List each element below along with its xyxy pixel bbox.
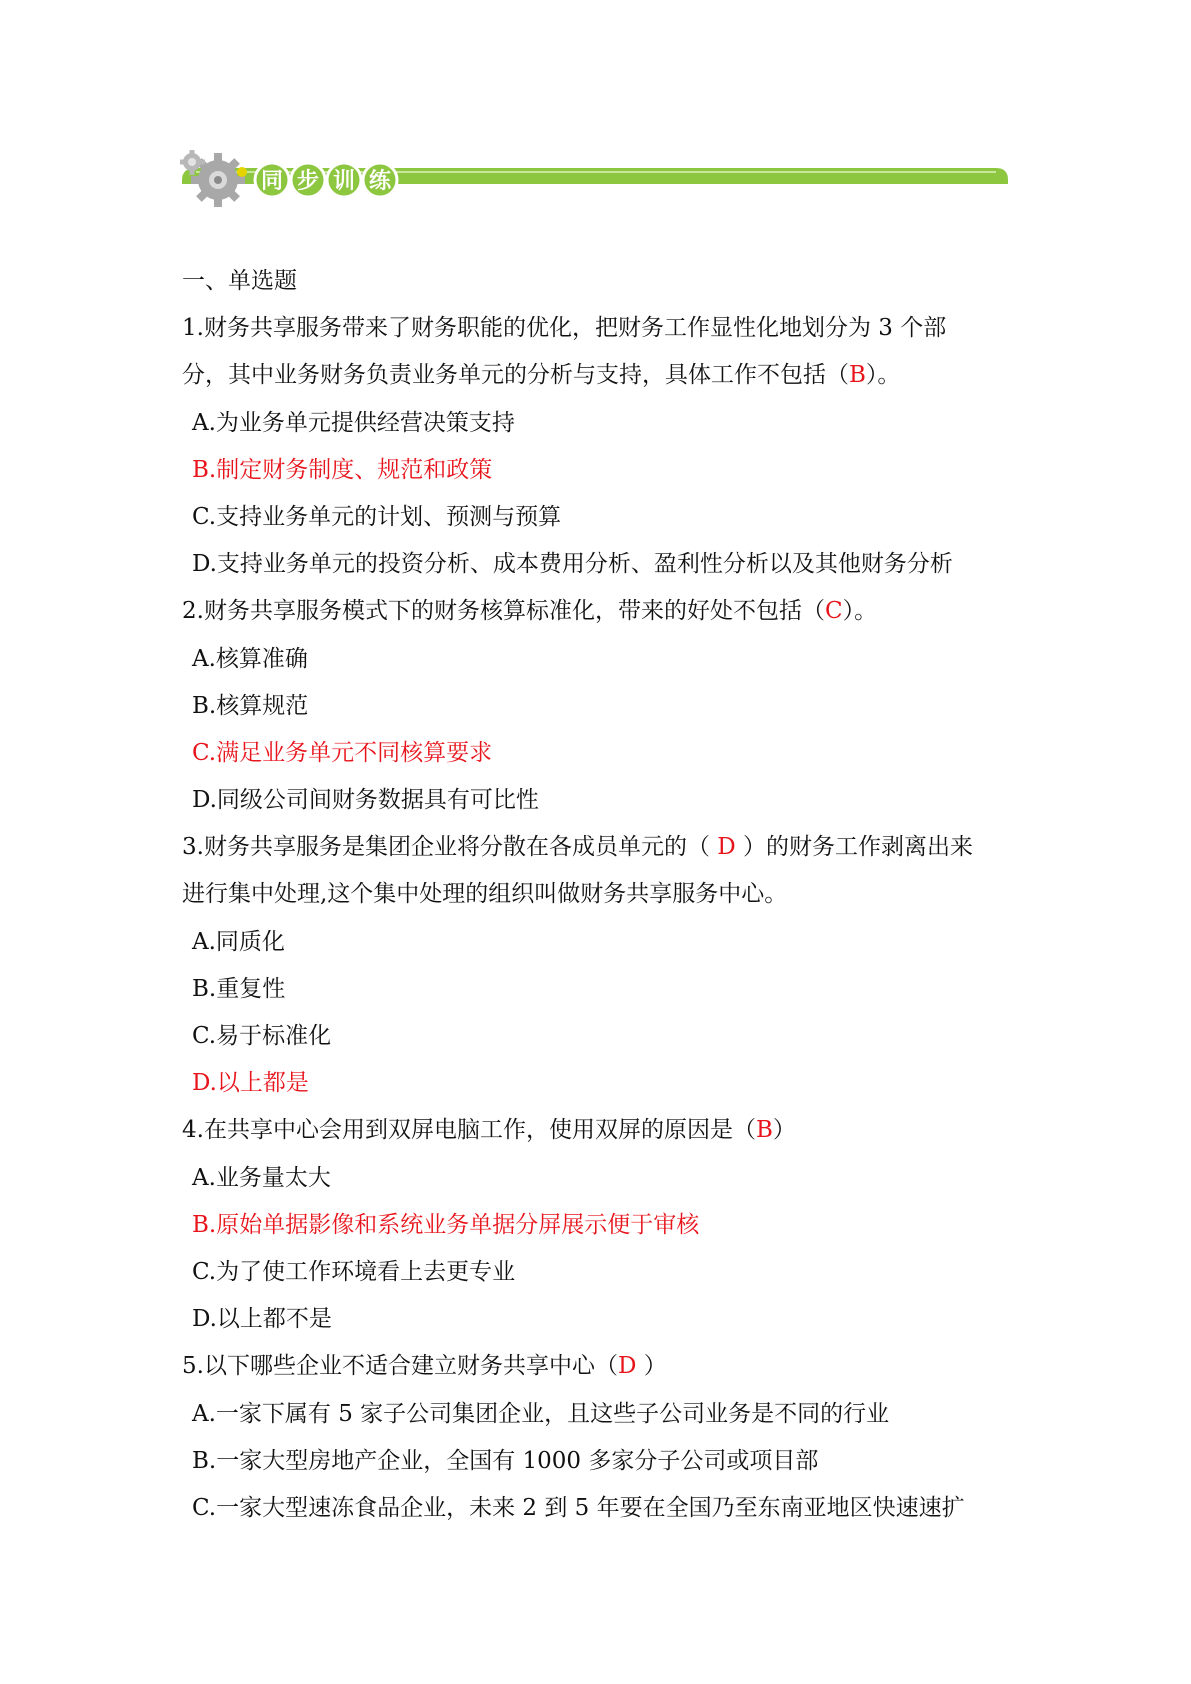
question-3-text-end: ）的财务工作剥离出来 — [743, 834, 974, 861]
question-5-text: 5.以下哪些企业不适合建立财务共享中心（ — [182, 1353, 618, 1380]
section-title: 一、单选题 — [182, 268, 297, 294]
question-1-text-end: ）。 — [865, 362, 901, 389]
section-banner — [180, 150, 1010, 210]
question-4-text-end: ） — [772, 1117, 796, 1144]
q2-option-a: A.核算准确 — [192, 645, 308, 672]
question-4-answer: B — [755, 1117, 773, 1144]
q3-option-b: B.重复性 — [192, 975, 286, 1002]
question-3-text: 3.财务共享服务是集团企业将分散在各成员单元的（ — [182, 834, 710, 861]
question-1-line-1: 1.财务共享服务带来了财务职能的优化，把财务工作显性化地划分为 3 个部 — [182, 315, 947, 342]
q3-option-c: C.易于标准化 — [192, 1023, 332, 1049]
question-4-line-1 — [182, 1107, 1022, 1154]
question-1-text: 分，其中业务财务负责业务单元的分析与支持，具体工作不包括（ — [182, 362, 849, 389]
q4-option-b-correct: B.原始单据影像和系统业务单据分屏展示便于审核 — [192, 1211, 700, 1238]
q4-option-a: A.业务量太大 — [192, 1164, 331, 1191]
q3-option-a: A.同质化 — [192, 928, 285, 955]
banner-char-4: 练 — [368, 169, 392, 194]
q1-option-c: C.支持业务单元的计划、预测与预算 — [192, 503, 562, 530]
q5-option-b: B.一家大型房地产企业，全国有 1000 多家分子公司或项目部 — [192, 1447, 819, 1474]
banner-graphic — [180, 150, 1010, 210]
q4-option-c: C.为了使工作环境看上去更专业 — [192, 1258, 516, 1285]
question-1-answer: B — [849, 362, 866, 389]
banner-char-3: 训 — [332, 169, 356, 194]
question-5-line-1 — [182, 1343, 1022, 1390]
question-3-line-2: 进行集中处理,这个集中处理的组织叫做财务共享服务中心。 — [182, 881, 788, 908]
question-3-answer: D — [709, 834, 744, 861]
q3-option-d-correct: D.以上都是 — [192, 1070, 309, 1097]
question-5-answer: D — [617, 1353, 637, 1380]
question-3-line-1 — [182, 824, 1022, 871]
q2-option-d: D.同级公司间财务数据具有可比性 — [192, 787, 539, 814]
question-2-line-1 — [182, 588, 1022, 635]
q5-option-a: A.一家下属有 5 家子公司集团企业，且这些子公司业务是不同的行业 — [192, 1400, 890, 1427]
question-5-text-end: ） — [636, 1353, 667, 1380]
banner-char-2: 步 — [296, 169, 320, 194]
q2-option-c-correct: C.满足业务单元不同核算要求 — [192, 739, 493, 766]
question-1-line-2 — [182, 352, 1022, 399]
q4-option-d: D.以上都不是 — [192, 1306, 332, 1333]
q1-option-d: D.支持业务单元的投资分析、成本费用分析、盈利性分析以及其他财务分析 — [192, 551, 953, 578]
q1-option-a: A.为业务单元提供经营决策支持 — [192, 409, 515, 436]
exercise-content — [182, 258, 1022, 1532]
question-2-answer: C — [824, 598, 843, 625]
question-2-text: 2.财务共享服务模式下的财务核算标准化，带来的好处不包括（ — [182, 598, 825, 625]
q5-option-c: C.一家大型速冻食品企业，未来 2 到 5 年要在全国乃至东南亚地区快速速扩 — [192, 1494, 965, 1521]
question-2-text-end: ）。 — [842, 598, 878, 625]
banner-char-1: 同 — [260, 169, 284, 194]
question-4-text: 4.在共享中心会用到双屏电脑工作，使用双屏的原因是（ — [182, 1117, 756, 1144]
q2-option-b: B.核算规范 — [192, 692, 309, 719]
q1-option-b-correct: B.制定财务制度、规范和政策 — [192, 456, 493, 483]
